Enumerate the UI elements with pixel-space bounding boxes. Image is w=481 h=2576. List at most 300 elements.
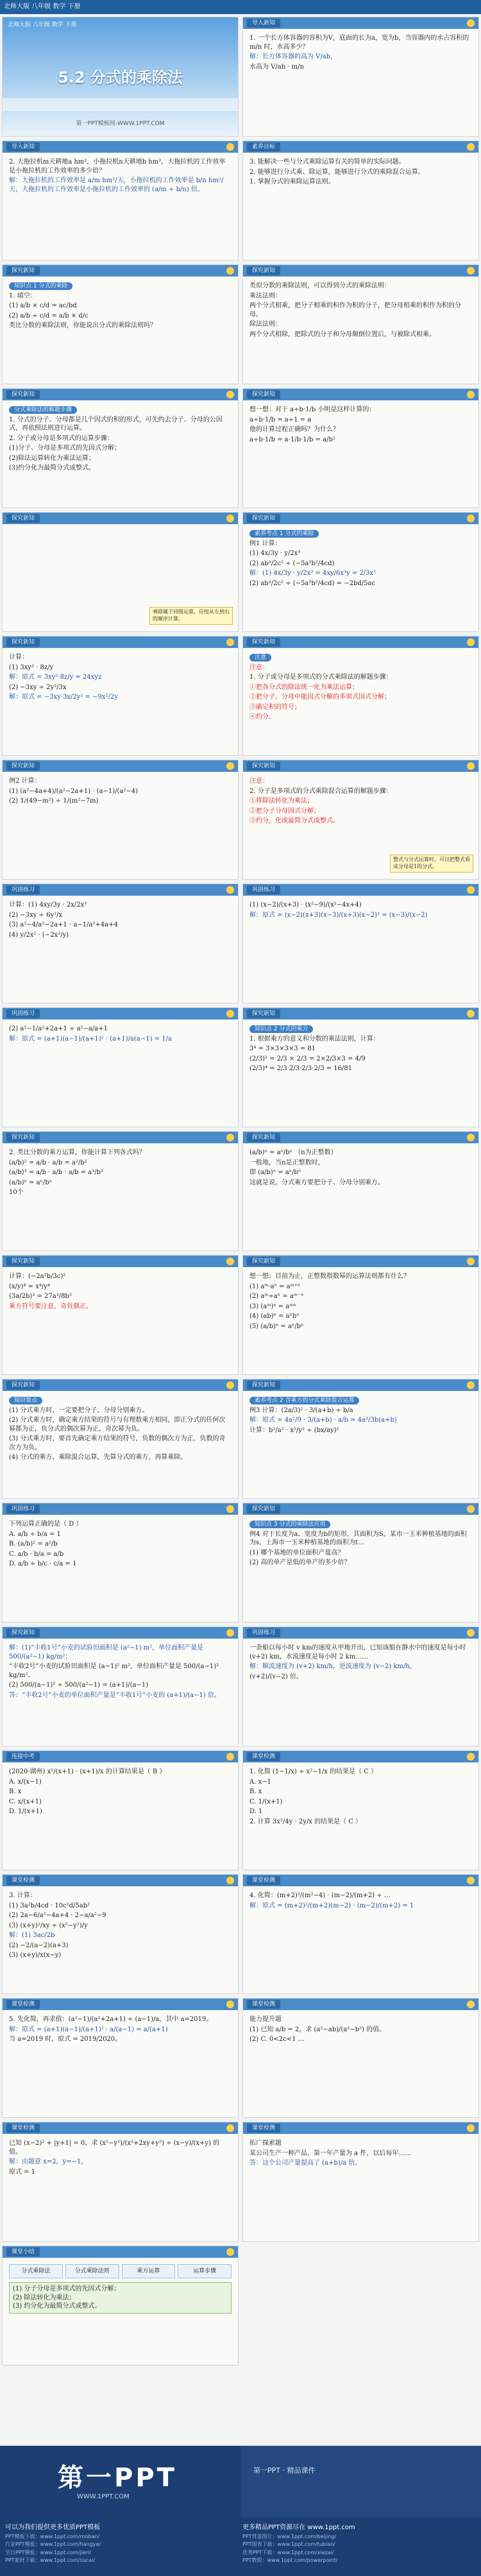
slide-body bbox=[249, 1271, 472, 1370]
slide-text-line: (2) C. 0<2c<1 … bbox=[249, 2036, 305, 2043]
lightbulb-icon bbox=[226, 2124, 234, 2132]
slide-19[interactable] bbox=[242, 1131, 479, 1251]
slide-text-line: 水高为 V/ab · m/n bbox=[249, 63, 304, 71]
slide-header-bar bbox=[3, 141, 238, 153]
footer-url[interactable]: WWW.1PPT.COM bbox=[77, 2493, 130, 2500]
slide-text-line: (2) aᵐ÷aⁿ = aᵐ⁻ⁿ bbox=[249, 1293, 304, 1300]
slide-15[interactable] bbox=[242, 883, 479, 1003]
slide-text-line: 1. 分式的分子、分母都是几个因式的积的形式，可先约去分子、分母的公因式，再依照法则进行运算。 bbox=[9, 416, 223, 432]
lightbulb-icon bbox=[467, 143, 475, 151]
slide-text-line: (1) 已知 a/b = 2，求 (a²−ab)/(a²−b²) 的值。 bbox=[249, 2026, 386, 2033]
slide-section-label: 连接中考 bbox=[6, 1752, 40, 1761]
slide-text-line: C. x/(x+1) bbox=[9, 1798, 42, 1805]
slide-text-line: D. 1 bbox=[249, 1808, 263, 1815]
slide-section-label: 素养目标 bbox=[247, 142, 280, 151]
slide-section-label: 探究新知 bbox=[247, 1505, 280, 1514]
slide-text-line: 解：由题意 x=2，y=−1， bbox=[9, 2158, 88, 2165]
lightbulb-icon bbox=[226, 1134, 234, 1141]
slide-header-bar bbox=[3, 1627, 238, 1639]
slide-text-line: 例4 对于长度为a、宽度为b的矩形，其面积为S。某市一玉米种植基地的面积为s，上海市一玉米种植基地的面积为t… bbox=[249, 1530, 467, 1546]
slide-27[interactable] bbox=[242, 1626, 479, 1746]
slide-text-line: 当 a=2019 时，原式 = 2019/2020。 bbox=[9, 2036, 122, 2043]
slide-section-label: 巩固练习 bbox=[247, 885, 280, 894]
slide-body bbox=[9, 404, 232, 504]
slide-body bbox=[249, 404, 472, 504]
slide-20[interactable] bbox=[2, 1255, 239, 1375]
slide-section-label: 课堂小结 bbox=[6, 2248, 40, 2256]
slide-header-bar bbox=[243, 17, 478, 29]
slide-22[interactable] bbox=[2, 1379, 239, 1499]
lightbulb-icon bbox=[226, 1877, 234, 1884]
lightbulb-icon bbox=[467, 638, 475, 646]
slide-section-label: 探究新知 bbox=[6, 1381, 40, 1390]
slide-text-line: 这就是说，分式乘方要把分子、分母分别乘方。 bbox=[249, 1179, 384, 1186]
slide-25[interactable] bbox=[242, 1503, 479, 1623]
slide-section-label: 探究新知 bbox=[247, 1257, 280, 1266]
slide-text-line: 计算：(−2a²b/3c)² bbox=[9, 1273, 66, 1280]
slide-header-bar bbox=[243, 1627, 478, 1639]
slide-33[interactable] bbox=[242, 1998, 479, 2118]
lightbulb-icon bbox=[467, 1381, 475, 1389]
slide-text-line: (1) aᵐ·aⁿ = aᵐ⁺ⁿ bbox=[249, 1283, 301, 1290]
footer-link[interactable]: PPT模板下载：www.1ppt.com/moban/ bbox=[5, 2534, 100, 2539]
lightbulb-icon bbox=[226, 391, 234, 398]
slide-text-line: (x/y)⁴ = x⁴/y⁴ bbox=[9, 1283, 50, 1290]
slide-30[interactable] bbox=[2, 1874, 239, 1994]
slide-text-line: 解：(1)“丰收1号”小麦的试验田面积是 (a²−1) m²，单位面积产量是 500/(a²−1) kg/m²； bbox=[9, 1644, 204, 1660]
slide-section-label: 探究新知 bbox=[6, 266, 40, 275]
slide-text-line: 解：原式 = 3xy²·8z/y = 24xyz bbox=[9, 674, 102, 681]
slide-text-line: 解：原式 = 4a²/9 · 3/(a+b) · a/b = 4a³/3b(a+b) bbox=[249, 1417, 397, 1424]
slide-text-line: 原式 = 1 bbox=[9, 2168, 36, 2176]
slide-header-bar bbox=[243, 1256, 478, 1267]
footer-link[interactable]: 行业PPT模板：www.1ppt.com/hangye/ bbox=[5, 2541, 101, 2548]
lightbulb-icon bbox=[226, 1010, 234, 1018]
slide-3[interactable] bbox=[242, 141, 479, 260]
slide-text-line: (1) 哪个基地的单位面积产量高？ bbox=[249, 1549, 344, 1557]
title-watermark: 第一PPT模板网-WWW.1PPT.COM bbox=[76, 121, 165, 127]
slide-text-line: (5) (a/b)ⁿ = aⁿ/bⁿ bbox=[249, 1322, 304, 1330]
slide-text-line: 即 (a/b)ⁿ = aⁿ/bⁿ bbox=[249, 1169, 301, 1176]
footer-left-links bbox=[5, 2533, 101, 2565]
lightbulb-icon bbox=[226, 1258, 234, 1265]
slide-text-line: C. a/b · b/a = a/b bbox=[9, 1550, 64, 1558]
slide-text-line: A. x/(x−1) bbox=[9, 1778, 42, 1786]
footer-right-panel-text: 第一PPT · 精品课件 bbox=[253, 2466, 316, 2475]
slide-body bbox=[249, 33, 472, 132]
slide-section-label: 探究新知 bbox=[6, 1628, 40, 1637]
slide-text-line: 解：原式 = (a+1)(a−1)/(a+1)² · (a+1)/a(a−1) = 1/a bbox=[9, 1035, 172, 1043]
slide-body bbox=[249, 900, 472, 999]
footer-link[interactable]: PPT图表下载：www.1ppt.com/tubiao/ bbox=[242, 2541, 335, 2548]
slide-header-bar bbox=[3, 884, 238, 896]
slide-section-label: 探究新知 bbox=[247, 1133, 280, 1142]
slide-text-line: (1) (a²−4a+4)/(a²−2a+1) · (a−1)/(a²−4) bbox=[9, 787, 139, 795]
slide-text-line: (2) a²−1/a²+2a+1 ÷ a²−a/a+1 bbox=[9, 1025, 108, 1032]
slide-header-bar bbox=[243, 141, 478, 153]
slide-body bbox=[249, 652, 472, 751]
slide-16[interactable] bbox=[2, 1007, 239, 1127]
slide-text-line: (3) 分式乘方时，要首先确定乘方结果的符号，负数的偶次方为正，负数的奇次方为负。 bbox=[9, 1435, 226, 1451]
slide-body bbox=[9, 900, 232, 999]
slide-text-line: 计算：(1) 4xy/3y · 2x/2x³ bbox=[9, 901, 87, 908]
slide-text-line: 5. 先化简，再求值：(a²−1)/(a²+2a+1) ÷ (a−1)/a，其中 a=2019。 bbox=[9, 2016, 213, 2023]
slide-header-bar bbox=[243, 513, 478, 524]
slide-body bbox=[249, 528, 472, 627]
slide-text-line: (2) 1/(49−m²) ÷ 1/(m²−7m) bbox=[9, 798, 99, 805]
slide-text-line: 除法法则： bbox=[249, 321, 282, 328]
summary-flow-box: 运算步骤 bbox=[178, 2264, 232, 2278]
lightbulb-icon bbox=[226, 1753, 234, 1761]
slide-23[interactable] bbox=[242, 1379, 479, 1499]
title-slide[interactable] bbox=[2, 17, 239, 137]
slide-text-line: 3⁴ = 3×3×3×3 = 81 bbox=[249, 1045, 316, 1052]
slide-text-line: (a/b)ⁿ = aⁿ/bⁿ bbox=[9, 1179, 52, 1186]
slide-header-bar bbox=[3, 1379, 238, 1391]
slide-text-line: 乘法法则： bbox=[249, 292, 282, 300]
title-decoration bbox=[3, 98, 238, 111]
slide-text-line: (4) 分式的乘方、乘除混合运算，先算分式的乘方，再算乘除。 bbox=[9, 1454, 187, 1461]
slide-body bbox=[9, 1890, 232, 1990]
slide-body bbox=[249, 1519, 472, 1618]
slide-28[interactable] bbox=[2, 1750, 239, 1870]
slide-text-line: 4. 化简：(m+2)²/(m²−4) · (m−2)/(m+2) ÷ … bbox=[249, 1892, 391, 1899]
slide-21[interactable] bbox=[242, 1255, 479, 1375]
knowledge-point-tag: 知识点 1 分式的乘除 bbox=[9, 282, 72, 290]
slide-text-line: 计算：b²/a² · x²/y² ÷ (bx/ay)² bbox=[249, 1426, 339, 1434]
slide-34[interactable] bbox=[2, 2122, 239, 2242]
slide-text-line: 想一想：对于 a÷b·1/b 小明是这样计算的： bbox=[249, 406, 376, 413]
slide-body bbox=[249, 1890, 472, 1990]
page-header: 北师大版 八年级 数学 下册 bbox=[0, 0, 481, 14]
lightbulb-icon bbox=[226, 762, 234, 770]
slide-text-line: 例1 计算： bbox=[249, 540, 282, 547]
slide-body bbox=[249, 280, 472, 380]
lightbulb-icon bbox=[467, 267, 475, 275]
slide-text-line: ①将除法转化为乘法； bbox=[249, 798, 314, 805]
callout-note: 乘除属于同级运算，应按从左到右的顺序计算。 bbox=[149, 607, 233, 625]
summary-note-line: (2) 除法转化为乘法； bbox=[13, 2294, 76, 2301]
slide-section-label: 课堂检测 bbox=[247, 2124, 280, 2133]
slide-text-line: (2) 500/(a−1)² ÷ 500/(a²−1) = (a+1)/(a−1) bbox=[9, 1682, 149, 1689]
slide-text-line: 解：(1) 4x/3y · y/2x³ = 4xy/6x³y = 2/3x² bbox=[249, 570, 376, 577]
lightbulb-icon bbox=[226, 1629, 234, 1637]
slide-body bbox=[249, 1147, 472, 1247]
slide-text-line: 已知 (x−2)² + |y+1| = 0，求 (x²−y²)/(x²+2xy+y²) ÷ (x−y)/(x+y) 的值。 bbox=[9, 2140, 220, 2156]
slide-13[interactable] bbox=[242, 760, 479, 880]
footer-link[interactable]: PPT背景图片：www.1ppt.com/beijing/ bbox=[242, 2534, 337, 2539]
slide-text-line: (2) 分式乘方时，确定乘方结果的符号与有理数乘方相同，即正分式的任何次幂都为正，负分式的偶次幂为正，奇次幂为负。 bbox=[9, 1417, 226, 1433]
slide-body bbox=[249, 2138, 472, 2237]
slide-header-bar bbox=[243, 1132, 478, 1143]
slide-header-bar bbox=[3, 389, 238, 400]
lightbulb-icon bbox=[467, 391, 475, 398]
summary-note-line: (3) 约分化为最简分式或整式。 bbox=[13, 2303, 101, 2310]
slide-text-line: 3. 能解决一些与分式乘除运算有关的简单的实际问题。 bbox=[249, 158, 405, 166]
slide-header-bar bbox=[243, 1751, 478, 1762]
slide-36[interactable] bbox=[2, 2246, 239, 2366]
slide-text-line: 解：大拖拉机的工作效率是 a/m hm²/天，小拖拉机的工作效率是 b/n hm²/天，大拖拉机的工作效率是小拖拉机的工作效率的 (a/m ÷ b/n) 倍。 bbox=[9, 177, 224, 193]
slide-10[interactable] bbox=[2, 636, 239, 756]
slide-text-line: (2/3)² = 2/3 × 2/3 = 2×2/3×3 = 4/9 bbox=[249, 1055, 366, 1062]
slide-text-line: 解：原式 = −3xy·3x/2y² = −9x²/2y bbox=[9, 694, 118, 701]
slide-text-line: (2) 高的单产是低的单产的多少倍？ bbox=[249, 1559, 351, 1566]
slide-text-line: 2. 计算 3x²/4y · 2y/x 的结果是（ C ） bbox=[249, 1818, 362, 1825]
slide-text-line: 2. 分子或分母是多项式的运算步骤： bbox=[9, 434, 114, 442]
lightbulb-icon bbox=[226, 2248, 234, 2256]
knowledge-point-tag: 注意 bbox=[249, 654, 271, 661]
slide-section-label: 探究新知 bbox=[6, 1133, 40, 1142]
slide-text-line: (2) −3xy ÷ 2y²/3x bbox=[9, 683, 67, 691]
slide-text-line: 乘方符号要注意，奇负偶正。 bbox=[9, 1302, 92, 1310]
lightbulb-icon bbox=[226, 638, 234, 646]
slide-text-line: (a/b)³ = a/b · a/b · a/b = a³/b³ bbox=[9, 1169, 104, 1176]
slide-text-line: 拓广探索题 bbox=[249, 2140, 282, 2147]
slide-body bbox=[9, 2014, 232, 2113]
lightbulb-icon bbox=[226, 886, 234, 894]
slide-text-line: ④约分。 bbox=[249, 713, 275, 721]
slide-text-line: “丰收2号”小麦的试验田面积是 (a−1)² m²，单位面积产量是 500/(a−1)² kg/m²。 bbox=[9, 1663, 219, 1679]
slide-text-line: 解：原式 = (a+1)(a−1)/(a+1)² · a/(a−1) = a/(a+1) bbox=[9, 2026, 168, 2033]
slide-section-label: 课堂检测 bbox=[247, 1752, 280, 1761]
slide-body bbox=[9, 1395, 232, 1494]
slide-text-line: B. x bbox=[9, 1788, 22, 1795]
slide-header-bar bbox=[243, 1875, 478, 1886]
slide-section-label: 探究新知 bbox=[247, 638, 280, 647]
lightbulb-icon bbox=[467, 2000, 475, 2008]
slide-section-label: 探究新知 bbox=[6, 390, 40, 399]
slide-text-line: ②把分子、分母中能因式分解的多项式因式分解； bbox=[249, 694, 391, 701]
slide-text-line: A. a/b ÷ b/a = 1 bbox=[9, 1530, 61, 1538]
slide-header-bar bbox=[3, 636, 238, 648]
slide-text-line: 2. 分子是多项式的分式乘除混合运算的解题步骤： bbox=[249, 787, 392, 795]
slide-text-line: ②把分子分母因式分解； bbox=[249, 807, 320, 815]
slide-text-line: 2. 能够进行分式乘、除运算，能够进行分式的乘除混合运算。 bbox=[249, 168, 425, 176]
knowledge-point-tag: 素养考点 2 含乘方的分式乘除混合运算 bbox=[249, 1397, 359, 1404]
slide-text-line: 一般地，当n是正整数时， bbox=[249, 1159, 325, 1166]
slide-text-line: 1. 填空： bbox=[9, 292, 37, 300]
slide-text-line: (4) (ab)ⁿ = aⁿbⁿ bbox=[249, 1313, 300, 1320]
lightbulb-icon bbox=[467, 1877, 475, 1884]
slide-2[interactable] bbox=[2, 141, 239, 260]
footer-link[interactable]: 优秀PPT下载：www.1ppt.com/xiazai/ bbox=[242, 2549, 334, 2555]
lightbulb-icon bbox=[226, 1381, 234, 1389]
slide-body bbox=[249, 2014, 472, 2113]
slide-text-line: 两个分式相乘，把分子相乘的积作为积的分子，把分母相乘的积作为积的分母。 bbox=[249, 302, 461, 318]
slide-11[interactable] bbox=[242, 636, 479, 756]
slide-section-label: 探究新知 bbox=[247, 762, 280, 771]
slide-text-line: 答：“丰收2号”小麦的单位面积产量是“丰收1号”小麦的 (a+1)/(a−1) 倍。 bbox=[9, 1691, 221, 1699]
slide-text-line: ①把各分式的除法统一化为乘法运算； bbox=[249, 683, 359, 691]
slide-section-label: 探究新知 bbox=[247, 514, 280, 523]
slide-24[interactable] bbox=[2, 1503, 239, 1623]
slide-section-label: 导入新知 bbox=[247, 19, 280, 28]
slide-section-label: 探究新知 bbox=[6, 514, 40, 523]
slide-8[interactable] bbox=[2, 512, 239, 632]
slide-text-line: (1)分子、分母是多项式的先因式分解； bbox=[9, 445, 121, 452]
slide-text-line: (1) 4x/3y · y/2x³ bbox=[249, 550, 301, 557]
slide-text-line: 例2 计算： bbox=[9, 778, 41, 785]
slide-body bbox=[9, 2138, 232, 2237]
slide-text-line: 1. 化简 (1−1/x) ÷ x²−1/x 的结果是（ C ） bbox=[249, 1768, 378, 1775]
knowledge-point-tag: 知识要点 bbox=[9, 1397, 42, 1404]
slide-text-line: ③确定积的符号； bbox=[249, 703, 301, 711]
slide-body bbox=[9, 2262, 232, 2361]
slide-text-line: a÷b·1/b = a÷1 = a bbox=[249, 416, 312, 423]
slide-header-bar bbox=[3, 1008, 238, 1019]
slide-text-line: 3. 计算： bbox=[9, 1892, 37, 1899]
slide-32[interactable] bbox=[2, 1998, 239, 2118]
slide-text-line: (1) 3xy² · 8z/y bbox=[9, 663, 54, 671]
summary-flow bbox=[9, 2264, 232, 2278]
slide-section-label: 课堂检测 bbox=[247, 1876, 280, 1885]
slide-text-line: (2) −2/(a−2)(a+3) bbox=[9, 1941, 69, 1949]
slide-header-bar bbox=[243, 2122, 478, 2134]
slide-text-line: (3) a²−4/a²−2a+1 · a−1/a²+4a+4 bbox=[9, 921, 118, 928]
slide-header-bar bbox=[3, 265, 238, 277]
slide-29[interactable] bbox=[242, 1750, 479, 1870]
slide-body bbox=[249, 157, 472, 256]
slide-section-label: 课堂检测 bbox=[247, 2000, 280, 2009]
slide-text-line: 10个 bbox=[9, 1189, 24, 1196]
slide-text-line: (1) 3a²b/4cd · 10c²d/5ab² bbox=[9, 1902, 90, 1909]
slide-1[interactable] bbox=[242, 17, 479, 137]
slide-text-line: 答：这个公司产量提高了 (a+b)/a 倍。 bbox=[249, 2160, 362, 2167]
slide-text-line: (2020·湖州) x²/(x+1) · (x+1)/x 的计算结果是（ B ） bbox=[9, 1768, 166, 1775]
summary-flow-box: 分式乘除法 bbox=[9, 2264, 63, 2278]
slide-section-label: 课堂检测 bbox=[6, 2124, 40, 2133]
slide-text-line: 他的计算过程正确吗？为什么？ bbox=[249, 426, 339, 433]
slide-text-line: ③约分，化成最简分式或整式。 bbox=[249, 817, 339, 824]
slide-text-line: (2)除法运算转化为乘法运算； bbox=[9, 454, 96, 462]
slide-body bbox=[9, 1023, 232, 1123]
slide-text-line: D. 1/(x+1) bbox=[9, 1808, 42, 1815]
slide-text-line: (3) (x+y)/x(x−y) bbox=[9, 1952, 62, 1959]
slide-text-line: (2) ab³/2c² ÷ (−5a²b²/4cd) bbox=[249, 559, 335, 567]
slide-text-line: 2. 大拖拉机m天耕地a hm²，小拖拉机n天耕地b hm²，大拖拉机的工作效率是小拖拉机的工作效率的多少倍？ bbox=[9, 158, 226, 175]
lightbulb-icon bbox=[226, 1505, 234, 1513]
slide-text-line: 解：(1) 3ac/2b bbox=[9, 1932, 55, 1939]
slide-body bbox=[9, 1642, 232, 1742]
slide-header-bar bbox=[3, 1875, 238, 1886]
slide-31[interactable] bbox=[242, 1874, 479, 1994]
slide-5[interactable] bbox=[242, 264, 479, 384]
callout-note: 整式与分式运算时，可以把整式看成分母是1的分式。 bbox=[390, 855, 473, 873]
slide-6[interactable] bbox=[2, 388, 239, 508]
slide-header-bar bbox=[243, 1999, 478, 2010]
title-slide-tag: 北师大版 八年级 数学 下册 bbox=[8, 22, 77, 28]
slide-grid bbox=[0, 14, 481, 2366]
slide-text-line: C. 1/(x+1) bbox=[249, 1798, 283, 1805]
slide-body bbox=[9, 157, 232, 256]
lightbulb-icon bbox=[467, 1753, 475, 1761]
slide-section-label: 探究新知 bbox=[6, 638, 40, 647]
slide-14[interactable] bbox=[2, 883, 239, 1003]
footer-brand: 第一PPT bbox=[58, 2463, 177, 2493]
slide-text-line: B. x bbox=[249, 1788, 262, 1795]
slide-text-line: (3)约分化为最简分式或整式。 bbox=[9, 465, 96, 472]
slide-text-line: (a/b)² = a/b · a/b = a²/b² bbox=[9, 1159, 87, 1166]
lightbulb-icon bbox=[467, 19, 475, 27]
slide-17[interactable] bbox=[242, 1007, 479, 1127]
slide-section-label: 巩固练习 bbox=[6, 885, 40, 894]
slide-header-bar bbox=[3, 2122, 238, 2134]
summary-notes bbox=[9, 2282, 232, 2314]
slide-header-bar bbox=[243, 884, 478, 896]
slide-header-bar bbox=[243, 1379, 478, 1391]
slide-35[interactable] bbox=[242, 2122, 479, 2242]
slide-body bbox=[9, 1766, 232, 1866]
slide-18[interactable] bbox=[2, 1131, 239, 1251]
slide-section-label: 课堂检测 bbox=[6, 2000, 40, 2009]
lightbulb-icon bbox=[226, 267, 234, 275]
knowledge-point-tag: 分式乘除法的解题步骤 bbox=[9, 406, 77, 414]
slide-text-line: 能力提升题 bbox=[249, 2016, 282, 2023]
slide-body bbox=[9, 776, 232, 875]
slide-4[interactable] bbox=[2, 264, 239, 384]
slide-header-bar bbox=[3, 2246, 238, 2258]
lightbulb-icon bbox=[467, 1258, 475, 1265]
slide-9[interactable] bbox=[242, 512, 479, 632]
slide-text-line: (2) −3xy ÷ 6y²/x bbox=[9, 911, 63, 919]
slide-text-line: 注意： bbox=[249, 778, 269, 785]
slide-text-line: (1) (x−2)/(x+3) · (x²−9)/(x²−4x+4) bbox=[249, 901, 362, 908]
slide-header-bar bbox=[3, 1999, 238, 2010]
slide-text-line: 例3 计算：(2a/3)² · 3/(a+b) ÷ b/a bbox=[249, 1406, 353, 1414]
slide-12[interactable] bbox=[2, 760, 239, 880]
summary-flow-box: 乘方运算 bbox=[122, 2264, 176, 2278]
lightbulb-icon bbox=[467, 1629, 475, 1637]
footer-link[interactable]: PPT素材下载：www.1ppt.com/sucai/ bbox=[5, 2557, 96, 2564]
slide-header-bar bbox=[243, 636, 478, 648]
lesson-title: 5.2 分式的乘除法 bbox=[58, 69, 183, 87]
footer-banner bbox=[0, 2446, 481, 2576]
slide-text-line: (a/b)ⁿ = aⁿ/bⁿ （n为正整数） bbox=[249, 1149, 337, 1156]
slide-section-label: 探究新知 bbox=[247, 1381, 280, 1390]
footer-link[interactable]: 节日PPT模板：www.1ppt.com/jieri/ bbox=[5, 2549, 92, 2555]
slide-section-label: 探究新知 bbox=[247, 266, 280, 275]
slide-text-line: 类比分数的乘除法则，你能说出分式的乘除法则吗？ bbox=[9, 322, 156, 329]
summary-note-line: (1) 分子分母是多项式的先因式分解； bbox=[13, 2285, 121, 2293]
lightbulb-icon bbox=[226, 515, 234, 522]
lightbulb-icon bbox=[467, 1134, 475, 1141]
slide-7[interactable] bbox=[242, 388, 479, 508]
lightbulb-icon bbox=[467, 1505, 475, 1513]
lightbulb-icon bbox=[467, 2124, 475, 2132]
slide-text-line: 注意： bbox=[249, 663, 269, 671]
slide-text-line: 解：长方体容器的高为 V/ab， bbox=[249, 53, 337, 60]
slide-text-line: 1. 一个长方体容器的容积为V，底面的长为a，宽为b，当容器内的水占容积的 m/n 时，水高多少？ bbox=[249, 35, 469, 51]
lightbulb-icon bbox=[467, 515, 475, 522]
slide-section-label: 巩固练习 bbox=[6, 1009, 40, 1018]
slide-text-line: 两个分式相除，把除式的分子和分母颠倒位置后，与被除式相乘。 bbox=[249, 330, 435, 338]
slide-header-bar bbox=[3, 1503, 238, 1515]
slide-header-bar bbox=[243, 1008, 478, 1019]
slide-body bbox=[9, 280, 232, 380]
footer-link[interactable]: PPT教程：www.1ppt.com/powerpoint/ bbox=[242, 2557, 338, 2564]
footer-right-panel bbox=[240, 2446, 481, 2518]
lightbulb-icon bbox=[467, 762, 475, 770]
slide-body bbox=[249, 1023, 472, 1123]
slide-section-label: 探究新知 bbox=[247, 1009, 280, 1018]
lightbulb-icon bbox=[467, 886, 475, 894]
slide-text-line: 一条船以每小时 v km的速度从甲地开出，已知该船在静水中的速度是每小时 (v+2) km，水流速度是每小时 2 km…… bbox=[249, 1644, 466, 1660]
slide-body bbox=[249, 1766, 472, 1866]
slide-header-bar bbox=[243, 389, 478, 400]
slide-26[interactable] bbox=[2, 1626, 239, 1746]
slide-text-line: (2/3)⁴ = 2/3·2/3·2/3·2/3 = 16/81 bbox=[249, 1065, 353, 1072]
slide-text-line: D. a/b ÷ b/c · c/a = 1 bbox=[9, 1560, 77, 1567]
